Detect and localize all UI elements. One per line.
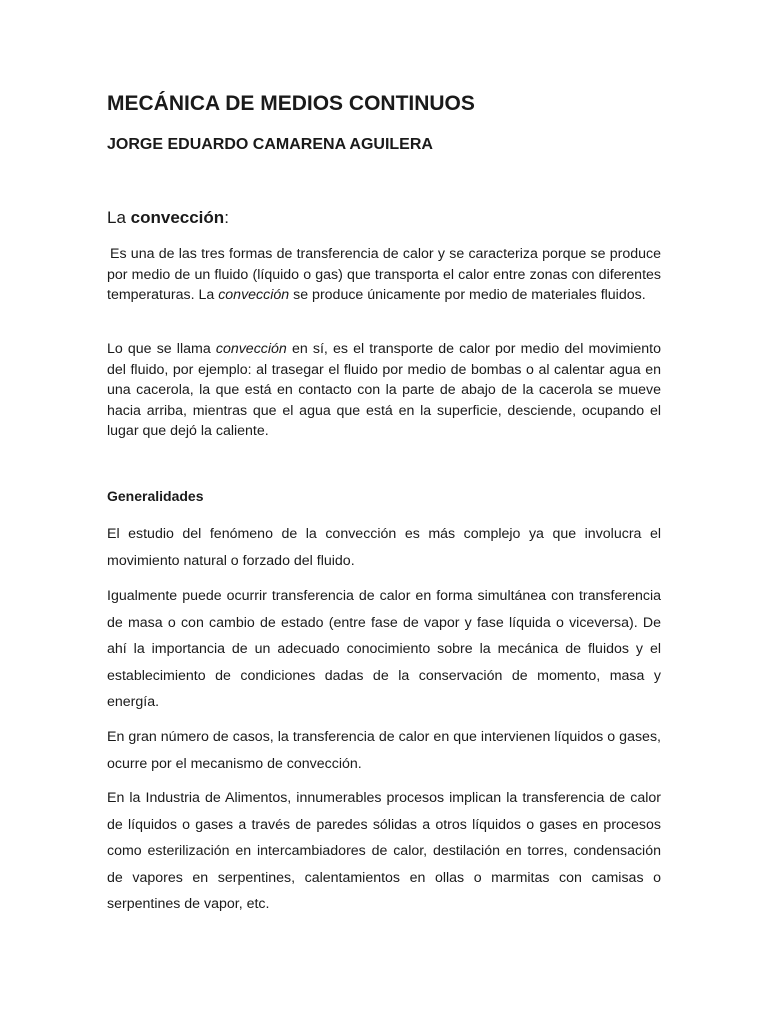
subheading-generalidades: Generalidades <box>107 488 204 504</box>
paragraph-study: El estudio del fenómeno de la convección es más complejo ya que involucra el movimiento natural o forzado del fluido. <box>107 526 661 569</box>
paragraph-explanation-italic: convección <box>215 341 287 357</box>
section-heading-term: convección <box>130 208 225 227</box>
document-title: MECÁNICA DE MEDIOS CONTINUOS <box>107 92 475 115</box>
paragraph-definition <box>107 244 661 306</box>
document-page <box>107 0 661 1024</box>
document-author: JORGE EDUARDO CAMARENA AGUILERA <box>107 136 433 153</box>
paragraph-definition-italic: convección <box>218 287 290 304</box>
paragraph-explanation-text-2: en sí, es el transporte de calor por medio del movimiento del fluido, por ejemplo: al trasegar el fluido por medio de bombas o al calentar agua en una cacerola, la que está en contacto con la parte de abajo de la cacerola se mueve hacia arriba, mientras que el agua que está en la superficie, desciende, ocupando el lugar que dejó la caliente. <box>107 341 662 440</box>
paragraph-food-industry: En la Industria de Alimentos, innumerables procesos implican la transferencia de calor de líquidos o gases a través de paredes sólidas a otros líquidos o gases en procesos como esterilización en intercambiadores de calor, destilación en torres, condensación de vapores en serpentines, calentamientos en ollas o marmitas con camisas o serpentines de vapor, etc. <box>107 790 661 913</box>
paragraph-explanation <box>107 339 661 442</box>
paragraph-simultaneous: Igualmente puede ocurrir transferencia de calor en forma simultánea con transferencia de masa o con cambio de estado (entre fase de vapor y fase líquida o viceversa). De ahí la importancia de un adecuado conocimiento sobre la mecánica de fluidos y el establecimiento de condiciones dadas de la conservación de momento, masa y energía. <box>107 588 661 711</box>
paragraph-explanation-text-1: Lo que se llama <box>107 341 216 357</box>
section-heading-prefix: La <box>107 208 131 227</box>
paragraph-definition-text-1: Es una de las tres formas de transferencia de calor y se caracteriza porque se produce por medio de un fluido (líquido o gas) que transporta el calor entre zonas con diferentes temperaturas. La <box>107 246 661 304</box>
section-heading <box>107 208 229 228</box>
paragraph-definition-text-2: se produce únicamente por medio de materiales fluidos. <box>289 287 646 304</box>
section-heading-suffix: : <box>224 208 229 227</box>
paragraph-cases: En gran número de casos, la transferencia de calor en que intervienen líquidos o gases, ocurre por el mecanismo de convección. <box>107 729 661 772</box>
